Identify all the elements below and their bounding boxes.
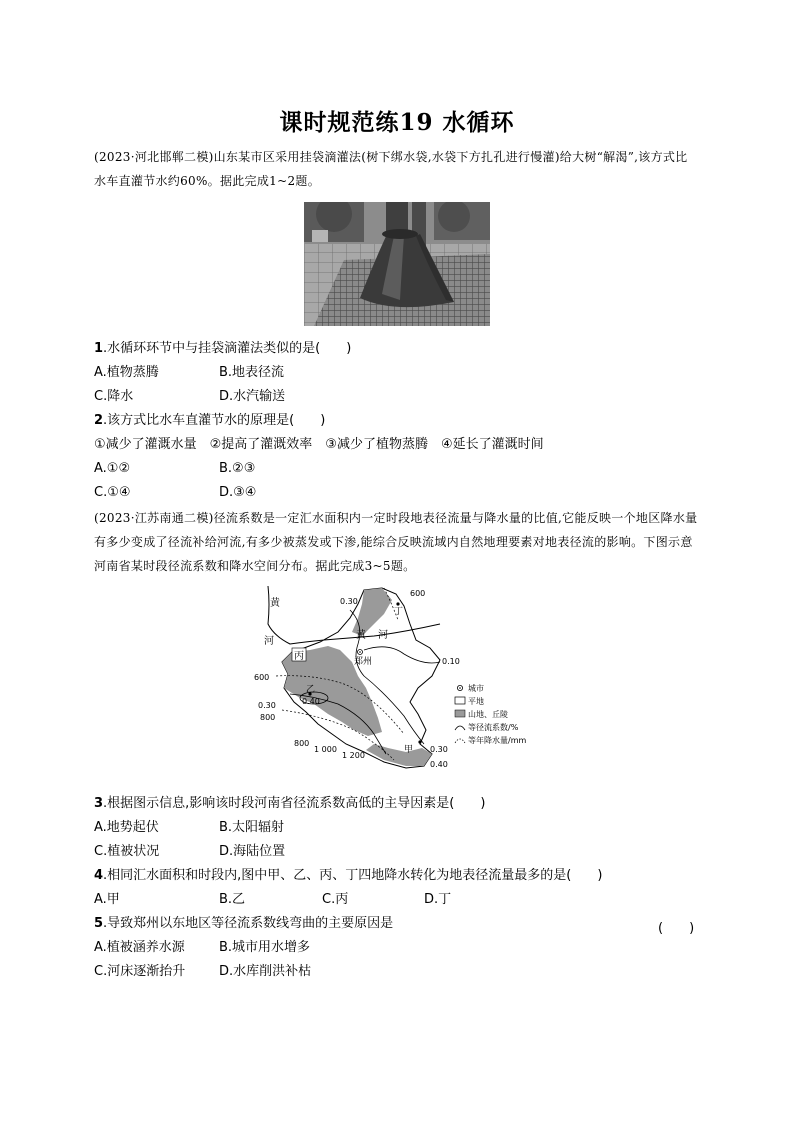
intro-paragraph-2: (2023·江苏南通二模)径流系数是一定汇水面积内一定时段地表径流量与降水量的比值,它能反映一个地区降水量有多少变成了径流补给河流,有多少被蒸发或下渗,能综合反映流域内自然地理要素对地表径流的影响。下图示意河南省某时段径流系数和降水空间分布。据此完成3~5题。 <box>94 511 698 573</box>
map-value: 800 <box>260 713 276 722</box>
map-label-bing: 丙 <box>294 651 304 662</box>
map-value: 600 <box>254 673 270 682</box>
answer-paren: ( ) <box>658 921 695 936</box>
option-b[interactable]: B.乙 <box>219 892 246 907</box>
intro-paragraph-1: (2023·河北邯郸二模)山东某市区采用挂袋滴灌法(树下绑水袋,水袋下方扎孔进行慢灌)给大树“解渴”,该方式比水车直灌节水约60%。据此完成1~2题。 <box>94 150 688 188</box>
option-a[interactable]: A.①② <box>94 461 131 476</box>
question-4 <box>94 865 602 887</box>
question-number: 5 <box>94 916 104 931</box>
option-d[interactable]: D.③④ <box>219 485 257 500</box>
option-a[interactable]: A.地势起伏 <box>94 820 159 835</box>
map-label-he2: 河 <box>378 630 388 641</box>
map-value: 800 <box>294 739 310 748</box>
option-c[interactable]: C.河床逐渐抬升 <box>94 964 186 979</box>
map-label-he: 河 <box>264 636 274 647</box>
option-b[interactable]: B.太阳辐射 <box>219 820 285 835</box>
option-c[interactable]: C.植被状况 <box>94 844 160 859</box>
legend-runoff-isoline: 等径流系数/% <box>468 723 519 732</box>
question-stem: .根据图示信息,影响该时段河南省径流系数高低的主导因素是( ) <box>103 796 486 811</box>
map-value: 0.30 <box>430 745 448 754</box>
map-value: 600 <box>410 589 426 598</box>
question-number: 2 <box>94 413 104 428</box>
option-b[interactable]: B.②③ <box>219 461 256 476</box>
map-value: 0.30 <box>258 701 276 710</box>
map-label-huang: 黄 <box>270 598 280 609</box>
map-label-yi: 乙 <box>306 685 316 695</box>
question-number: 3 <box>94 796 104 811</box>
point-ding <box>396 602 399 605</box>
map-label-zhengzhou: 郑州 <box>354 657 373 667</box>
option-d[interactable]: D.水库削洪补枯 <box>219 964 312 979</box>
legend-precip-isoline: 等年降水量/mm <box>468 736 527 745</box>
option-a[interactable]: A.植物蒸腾 <box>94 365 159 380</box>
option-d[interactable]: D.水汽输送 <box>219 389 286 404</box>
legend-mountain: 山地、丘陵 <box>468 710 508 719</box>
map-label-ding: 丁 <box>394 607 404 617</box>
question-2 <box>94 410 325 432</box>
map-label-huang2: 黄 <box>356 630 366 641</box>
statement-list: ①减少了灌溉水量 ②提高了灌溉效率 ③减少了植物蒸腾 ④延长了灌溉时间 <box>94 437 544 452</box>
option-d[interactable]: D.海陆位置 <box>219 844 286 859</box>
page-title: 课时规范练19 水循环 <box>279 109 515 136</box>
question-number: 4 <box>94 868 104 883</box>
question-number: 1 <box>94 341 104 356</box>
map-value: 0.10 <box>442 657 460 666</box>
option-a[interactable]: A.植被涵养水源 <box>94 940 185 955</box>
map-value: 1 000 <box>314 745 337 754</box>
question-stem: .水循环环节中与挂袋滴灌法类似的是( ) <box>103 341 352 356</box>
question-stem: .该方式比水车直灌节水的原理是( ) <box>103 413 326 428</box>
map-value: 0.40 <box>430 760 448 769</box>
point-jia <box>418 740 421 743</box>
legend-plain: 平地 <box>468 697 484 706</box>
question-3 <box>94 793 485 815</box>
map-value: 0.30 <box>340 597 358 606</box>
option-d[interactable]: D.丁 <box>424 892 452 907</box>
option-c[interactable]: C.①④ <box>94 485 131 500</box>
map-legend <box>455 683 526 745</box>
henan-runoff-map <box>254 584 554 774</box>
legend-city: 城市 <box>468 684 484 693</box>
map-value: 1 200 <box>342 751 365 760</box>
option-c[interactable]: C.丙 <box>322 892 349 907</box>
option-a[interactable]: A.甲 <box>94 892 120 907</box>
map-value: 0.40 <box>302 697 320 706</box>
question-stem: .导致郑州以东地区等径流系数线弯曲的主要原因是 <box>103 916 394 931</box>
question-5 <box>94 913 393 935</box>
option-b[interactable]: B.城市用水增多 <box>219 940 311 955</box>
drip-bag-photo <box>304 202 490 326</box>
map-label-jia: 甲 <box>404 745 414 755</box>
question-1 <box>94 338 351 360</box>
option-c[interactable]: C.降水 <box>94 389 134 404</box>
option-b[interactable]: B.地表径流 <box>219 365 285 380</box>
question-stem: .相同汇水面积和时段内,图中甲、乙、丙、丁四地降水转化为地表径流量最多的是( ) <box>103 868 603 883</box>
